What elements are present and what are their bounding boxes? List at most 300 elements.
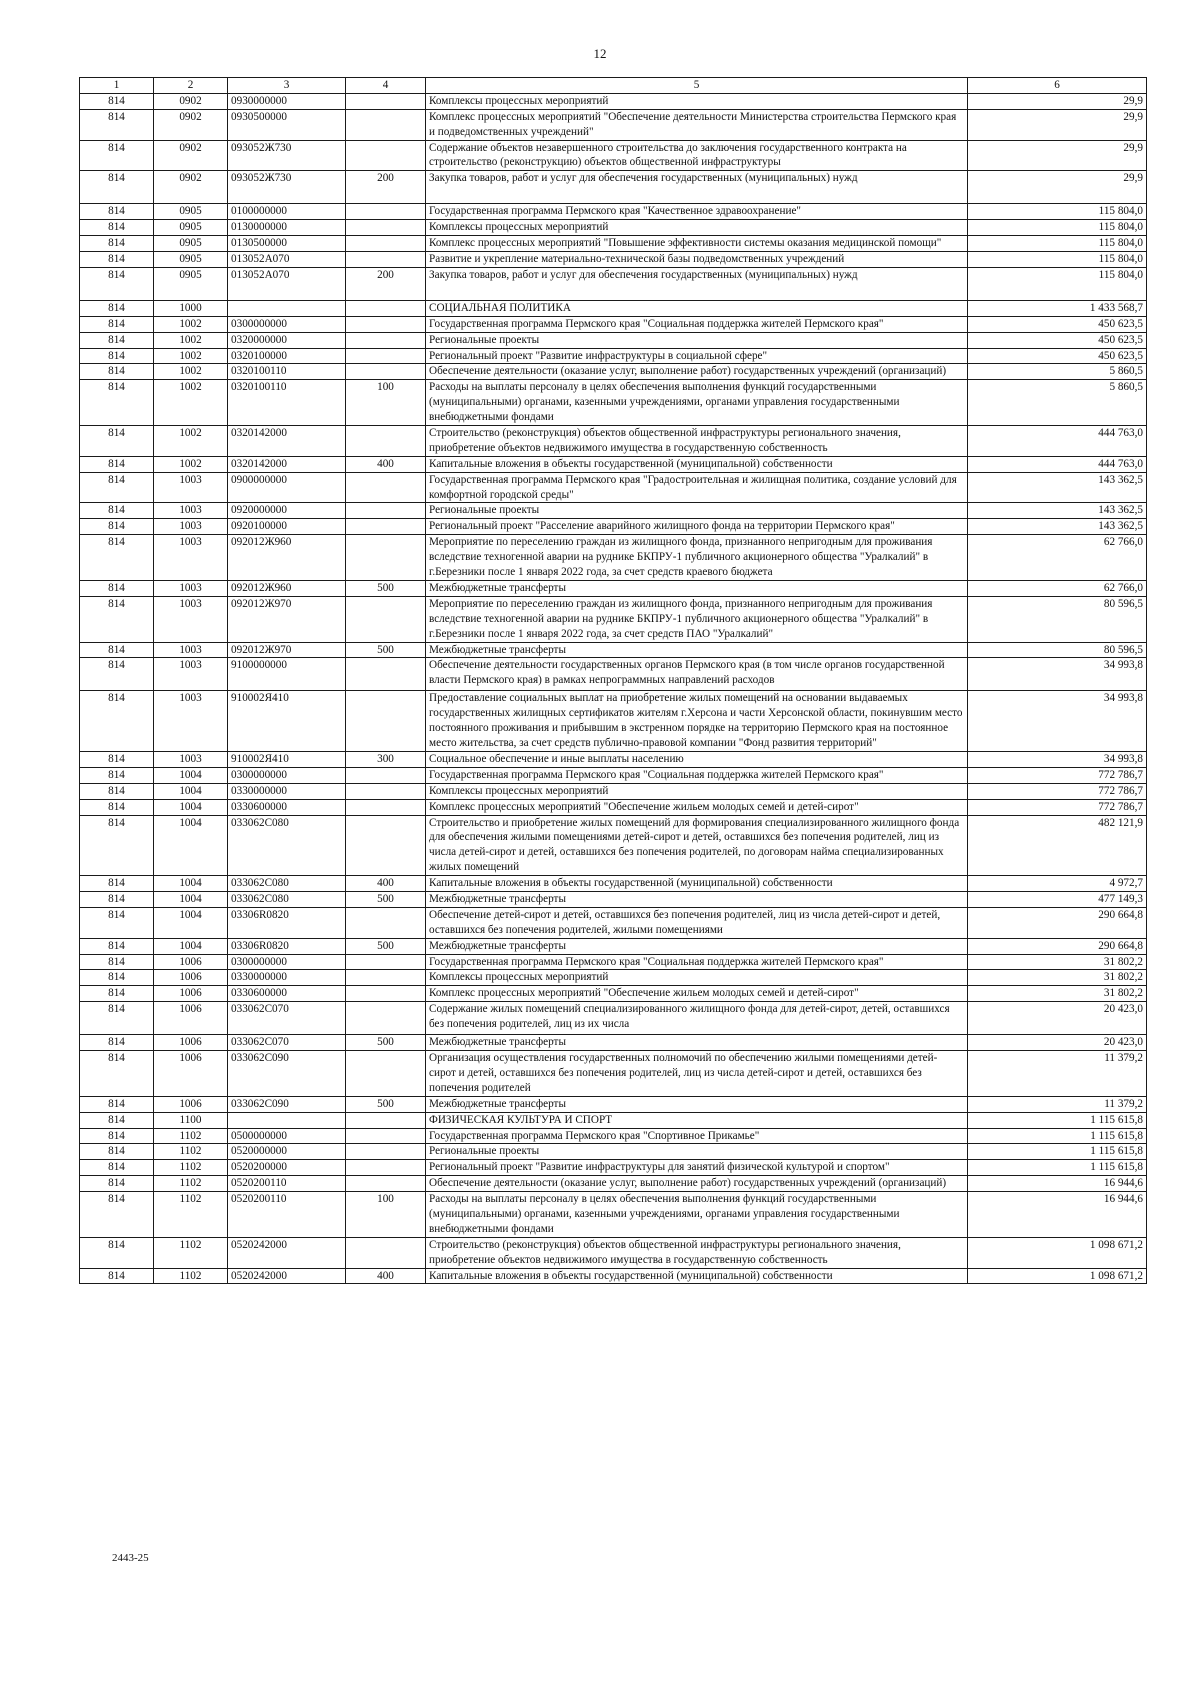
budget-table — [79, 77, 1147, 1284]
section-code-cell: 1002 — [154, 348, 228, 364]
description-cell: Расходы на выплаты персоналу в целях обеспечения выполнения функций государственными (муниципальными) органами, казенными учреждениями, органами управления государственными внебюджетными фондами — [426, 380, 968, 426]
expense-type-cell: 400 — [346, 1268, 426, 1284]
section-code-cell: 1102 — [154, 1268, 228, 1284]
page-number: 12 — [593, 46, 607, 61]
amount-cell: 5 860,5 — [968, 364, 1147, 380]
target-article-cell: 0520242000 — [228, 1268, 346, 1284]
table-row — [80, 300, 1147, 316]
target-article-cell: 033062С080 — [228, 876, 346, 892]
expense-type-cell: 300 — [346, 751, 426, 767]
description-cell: Комплекс процессных мероприятий "Обеспечение деятельности Министерства строительства Пермского края и подведомственных учреждений" — [426, 109, 968, 140]
column-header: 2 — [154, 78, 228, 94]
expense-type-cell — [346, 799, 426, 815]
admin-code-cell: 814 — [80, 1160, 154, 1176]
description-cell: Региональный проект "Развитие инфраструктуры в социальной сфере" — [426, 348, 968, 364]
target-article-cell: 0130500000 — [228, 236, 346, 252]
table-row — [80, 658, 1147, 691]
description-cell: Строительство (реконструкция) объектов общественной инфраструктуры регионального значения, приобретение объектов недвижимого имущества в государственную собственность — [426, 1237, 968, 1268]
amount-cell: 115 804,0 — [968, 220, 1147, 236]
admin-code-cell: 814 — [80, 535, 154, 581]
admin-code-cell: 814 — [80, 751, 154, 767]
description-cell: Капитальные вложения в объекты государственной (муниципальной) собственности — [426, 876, 968, 892]
expense-type-cell — [346, 767, 426, 783]
table-row — [80, 1268, 1147, 1284]
table-row — [80, 938, 1147, 954]
description-cell: Региональный проект "Расселение аварийного жилищного фонда на территории Пермского края" — [426, 519, 968, 535]
target-article-cell: 0320000000 — [228, 332, 346, 348]
amount-cell: 4 972,7 — [968, 876, 1147, 892]
section-code-cell: 1004 — [154, 938, 228, 954]
expense-type-cell — [346, 1002, 426, 1035]
description-cell: Государственная программа Пермского края "Социальная поддержка жителей Пермского края" — [426, 316, 968, 332]
section-code-cell: 0902 — [154, 171, 228, 204]
table-row — [80, 799, 1147, 815]
table-header — [80, 78, 1147, 94]
expense-type-cell — [346, 1237, 426, 1268]
amount-cell: 62 766,0 — [968, 580, 1147, 596]
section-code-cell: 1003 — [154, 472, 228, 503]
table-row — [80, 380, 1147, 426]
table-row — [80, 236, 1147, 252]
amount-cell: 5 860,5 — [968, 380, 1147, 426]
table-row — [80, 815, 1147, 876]
description-cell: Государственная программа Пермского края "Градостроительная и жилищная политика, создание условий для комфортной городской среды" — [426, 472, 968, 503]
section-code-cell: 0905 — [154, 236, 228, 252]
table-row — [80, 1096, 1147, 1112]
admin-code-cell: 814 — [80, 1176, 154, 1192]
admin-code-cell: 814 — [80, 348, 154, 364]
expense-type-cell — [346, 1051, 426, 1097]
description-cell: Комплексы процессных мероприятий — [426, 220, 968, 236]
description-cell: Региональные проекты — [426, 503, 968, 519]
section-code-cell: 1102 — [154, 1237, 228, 1268]
admin-code-cell: 814 — [80, 1144, 154, 1160]
target-article-cell: 0520000000 — [228, 1144, 346, 1160]
amount-cell: 34 993,8 — [968, 751, 1147, 767]
admin-code-cell: 814 — [80, 986, 154, 1002]
table-row — [80, 171, 1147, 204]
section-code-cell: 1004 — [154, 815, 228, 876]
target-article-cell: 092012Ж970 — [228, 596, 346, 642]
target-article-cell: 0920000000 — [228, 503, 346, 519]
expense-type-cell — [346, 954, 426, 970]
admin-code-cell: 814 — [80, 220, 154, 236]
expense-type-cell — [346, 815, 426, 876]
amount-cell: 115 804,0 — [968, 204, 1147, 220]
amount-cell: 1 115 615,8 — [968, 1144, 1147, 1160]
table-row — [80, 1051, 1147, 1097]
target-article-cell: 03306R0820 — [228, 938, 346, 954]
section-code-cell: 1004 — [154, 907, 228, 938]
amount-cell: 115 804,0 — [968, 236, 1147, 252]
admin-code-cell: 814 — [80, 907, 154, 938]
amount-cell: 290 664,8 — [968, 938, 1147, 954]
description-cell: Государственная программа Пермского края "Спортивное Прикамье" — [426, 1128, 968, 1144]
amount-cell: 444 763,0 — [968, 426, 1147, 457]
table-row — [80, 93, 1147, 109]
column-header: 6 — [968, 78, 1147, 94]
amount-cell: 450 623,5 — [968, 316, 1147, 332]
admin-code-cell: 814 — [80, 380, 154, 426]
admin-code-cell: 814 — [80, 891, 154, 907]
amount-cell: 80 596,5 — [968, 642, 1147, 658]
description-cell: Региональный проект "Развитие инфраструктуры для занятий физической культурой и спортом" — [426, 1160, 968, 1176]
admin-code-cell: 814 — [80, 815, 154, 876]
amount-cell: 11 379,2 — [968, 1051, 1147, 1097]
expense-type-cell: 200 — [346, 171, 426, 204]
target-article-cell: 033062С080 — [228, 815, 346, 876]
admin-code-cell: 814 — [80, 1112, 154, 1128]
section-code-cell: 1006 — [154, 954, 228, 970]
description-cell: Капитальные вложения в объекты государственной (муниципальной) собственности — [426, 1268, 968, 1284]
section-code-cell: 1006 — [154, 1002, 228, 1035]
section-code-cell: 1003 — [154, 519, 228, 535]
admin-code-cell: 814 — [80, 236, 154, 252]
target-article-cell: 0520200000 — [228, 1160, 346, 1176]
amount-cell: 772 786,7 — [968, 767, 1147, 783]
section-code-cell: 1006 — [154, 986, 228, 1002]
admin-code-cell: 814 — [80, 252, 154, 268]
expense-type-cell — [346, 426, 426, 457]
amount-cell: 444 763,0 — [968, 456, 1147, 472]
amount-cell: 29,9 — [968, 93, 1147, 109]
admin-code-cell: 814 — [80, 332, 154, 348]
amount-cell: 62 766,0 — [968, 535, 1147, 581]
expense-type-cell — [346, 1160, 426, 1176]
description-cell: Государственная программа Пермского края "Социальная поддержка жителей Пермского края" — [426, 954, 968, 970]
section-code-cell: 1006 — [154, 970, 228, 986]
expense-type-cell — [346, 1112, 426, 1128]
target-article-cell: 03306R0820 — [228, 907, 346, 938]
description-cell: Закупка товаров, работ и услуг для обеспечения государственных (муниципальных) нужд — [426, 171, 968, 204]
table-row — [80, 456, 1147, 472]
expense-type-cell — [346, 220, 426, 236]
table-row — [80, 220, 1147, 236]
expense-type-cell — [346, 332, 426, 348]
amount-cell: 1 098 671,2 — [968, 1237, 1147, 1268]
admin-code-cell: 814 — [80, 970, 154, 986]
amount-cell: 1 433 568,7 — [968, 300, 1147, 316]
section-code-cell: 1100 — [154, 1112, 228, 1128]
description-cell: Комплексы процессных мероприятий — [426, 93, 968, 109]
section-code-cell: 1003 — [154, 503, 228, 519]
expense-type-cell — [346, 316, 426, 332]
section-code-cell: 0905 — [154, 220, 228, 236]
section-code-cell: 1002 — [154, 316, 228, 332]
description-cell: Обеспечение детей-сирот и детей, оставшихся без попечения родителей, лиц из числа детей-сирот и детей, оставшихся без попечения родителей, жилыми помещениями — [426, 907, 968, 938]
section-code-cell: 1006 — [154, 1051, 228, 1097]
column-header: 3 — [228, 78, 346, 94]
table-row — [80, 267, 1147, 300]
description-cell: Межбюджетные трансферты — [426, 891, 968, 907]
table-row — [80, 1237, 1147, 1268]
admin-code-cell: 814 — [80, 1096, 154, 1112]
amount-cell: 29,9 — [968, 109, 1147, 140]
amount-cell: 115 804,0 — [968, 267, 1147, 300]
expense-type-cell: 500 — [346, 1035, 426, 1051]
expense-type-cell: 500 — [346, 938, 426, 954]
target-article-cell: 0320100110 — [228, 364, 346, 380]
section-code-cell: 1102 — [154, 1192, 228, 1238]
description-cell: Организация осуществления государственных полномочий по обеспечению жилыми помещениями детей-сирот и детей, оставшихся без попечения родителей, лиц из числа детей-сирот и детей, оставшихся без попечения родителей — [426, 1051, 968, 1097]
description-cell: Комплекс процессных мероприятий "Обеспечение жильем молодых семей и детей-сирот" — [426, 986, 968, 1002]
document-code: 2443-25 — [112, 1552, 149, 1564]
target-article-cell: 910002Я410 — [228, 691, 346, 752]
expense-type-cell — [346, 236, 426, 252]
admin-code-cell: 814 — [80, 642, 154, 658]
table-row — [80, 1002, 1147, 1035]
target-article-cell: 0130000000 — [228, 220, 346, 236]
amount-cell: 290 664,8 — [968, 907, 1147, 938]
section-code-cell: 1003 — [154, 658, 228, 691]
admin-code-cell: 814 — [80, 799, 154, 815]
amount-cell: 477 149,3 — [968, 891, 1147, 907]
target-article-cell: 0330000000 — [228, 783, 346, 799]
admin-code-cell: 814 — [80, 1035, 154, 1051]
table-row — [80, 954, 1147, 970]
target-article-cell: 0520242000 — [228, 1237, 346, 1268]
section-code-cell: 1002 — [154, 456, 228, 472]
target-article-cell: 0320100110 — [228, 380, 346, 426]
amount-cell: 482 121,9 — [968, 815, 1147, 876]
expense-type-cell — [346, 783, 426, 799]
expense-type-cell — [346, 109, 426, 140]
target-article-cell — [228, 300, 346, 316]
admin-code-cell: 814 — [80, 596, 154, 642]
target-article-cell: 0520200110 — [228, 1176, 346, 1192]
amount-cell: 143 362,5 — [968, 472, 1147, 503]
section-code-cell: 1003 — [154, 691, 228, 752]
admin-code-cell: 814 — [80, 140, 154, 171]
section-code-cell: 1002 — [154, 364, 228, 380]
admin-code-cell: 814 — [80, 691, 154, 752]
column-header: 1 — [80, 78, 154, 94]
target-article-cell: 0330600000 — [228, 986, 346, 1002]
target-article-cell: 0900000000 — [228, 472, 346, 503]
section-code-cell: 1002 — [154, 332, 228, 348]
expense-type-cell — [346, 348, 426, 364]
amount-cell: 31 802,2 — [968, 986, 1147, 1002]
admin-code-cell: 814 — [80, 300, 154, 316]
admin-code-cell: 814 — [80, 364, 154, 380]
expense-type-cell — [346, 970, 426, 986]
amount-cell: 772 786,7 — [968, 783, 1147, 799]
description-cell: Региональные проекты — [426, 1144, 968, 1160]
table-row — [80, 348, 1147, 364]
table-row — [80, 332, 1147, 348]
description-cell: Строительство (реконструкция) объектов общественной инфраструктуры регионального значения, приобретение объектов недвижимого имущества в государственную собственность — [426, 426, 968, 457]
expense-type-cell — [346, 1128, 426, 1144]
section-code-cell: 1102 — [154, 1176, 228, 1192]
amount-cell: 1 115 615,8 — [968, 1128, 1147, 1144]
target-article-cell: 0930000000 — [228, 93, 346, 109]
admin-code-cell: 814 — [80, 503, 154, 519]
table-body — [80, 93, 1147, 1284]
section-code-cell: 1002 — [154, 380, 228, 426]
amount-cell: 772 786,7 — [968, 799, 1147, 815]
table-row — [80, 426, 1147, 457]
table-row — [80, 691, 1147, 752]
admin-code-cell: 814 — [80, 93, 154, 109]
description-cell: Обеспечение деятельности (оказание услуг, выполнение работ) государственных учреждений (организаций) — [426, 364, 968, 380]
description-cell: Закупка товаров, работ и услуг для обеспечения государственных (муниципальных) нужд — [426, 267, 968, 300]
section-code-cell: 1004 — [154, 767, 228, 783]
expense-type-cell: 400 — [346, 456, 426, 472]
target-article-cell: 092012Ж970 — [228, 642, 346, 658]
section-code-cell: 1006 — [154, 1096, 228, 1112]
amount-cell: 450 623,5 — [968, 332, 1147, 348]
target-article-cell: 092012Ж960 — [228, 535, 346, 581]
expense-type-cell — [346, 907, 426, 938]
amount-cell: 20 423,0 — [968, 1035, 1147, 1051]
table-row — [80, 1176, 1147, 1192]
target-article-cell: 033062С080 — [228, 891, 346, 907]
admin-code-cell: 814 — [80, 954, 154, 970]
expense-type-cell — [346, 691, 426, 752]
amount-cell: 143 362,5 — [968, 519, 1147, 535]
admin-code-cell: 814 — [80, 938, 154, 954]
section-code-cell: 0905 — [154, 204, 228, 220]
description-cell: Обеспечение деятельности государственных органов Пермского края (в том числе органов государственной власти Пермского края) в рамках непрограммных направлений расходов — [426, 658, 968, 691]
column-header: 4 — [346, 78, 426, 94]
target-article-cell: 093052Ж730 — [228, 140, 346, 171]
admin-code-cell: 814 — [80, 1237, 154, 1268]
amount-cell: 1 098 671,2 — [968, 1268, 1147, 1284]
table-row — [80, 519, 1147, 535]
target-article-cell: 910002Я410 — [228, 751, 346, 767]
target-article-cell: 9100000000 — [228, 658, 346, 691]
description-cell: СОЦИАЛЬНАЯ ПОЛИТИКА — [426, 300, 968, 316]
description-cell: Капитальные вложения в объекты государственной (муниципальной) собственности — [426, 456, 968, 472]
amount-cell: 11 379,2 — [968, 1096, 1147, 1112]
expense-type-cell — [346, 472, 426, 503]
expense-type-cell — [346, 364, 426, 380]
section-code-cell: 1006 — [154, 1035, 228, 1051]
target-article-cell: 013052А070 — [228, 267, 346, 300]
description-cell: Обеспечение деятельности (оказание услуг, выполнение работ) государственных учреждений (организаций) — [426, 1176, 968, 1192]
section-code-cell: 1003 — [154, 580, 228, 596]
section-code-cell: 1004 — [154, 876, 228, 892]
table-row — [80, 986, 1147, 1002]
admin-code-cell: 814 — [80, 1051, 154, 1097]
description-cell: Комплексы процессных мероприятий — [426, 970, 968, 986]
expense-type-cell: 200 — [346, 267, 426, 300]
table-row — [80, 907, 1147, 938]
expense-type-cell — [346, 596, 426, 642]
target-article-cell: 033062С090 — [228, 1051, 346, 1097]
table-row — [80, 970, 1147, 986]
expense-type-cell — [346, 658, 426, 691]
section-code-cell: 1000 — [154, 300, 228, 316]
expense-type-cell: 500 — [346, 1096, 426, 1112]
target-article-cell: 0330000000 — [228, 970, 346, 986]
target-article-cell: 033062С070 — [228, 1035, 346, 1051]
target-article-cell: 0520200110 — [228, 1192, 346, 1238]
amount-cell: 20 423,0 — [968, 1002, 1147, 1035]
description-cell: Межбюджетные трансферты — [426, 642, 968, 658]
table-row — [80, 1192, 1147, 1238]
description-cell: Межбюджетные трансферты — [426, 1035, 968, 1051]
amount-cell: 115 804,0 — [968, 252, 1147, 268]
target-article-cell: 0300000000 — [228, 316, 346, 332]
description-cell: Межбюджетные трансферты — [426, 580, 968, 596]
target-article-cell: 093052Ж730 — [228, 171, 346, 204]
description-cell: Мероприятие по переселению граждан из жилищного фонда, признанного непригодным для проживания вследствие техногенной аварии на руднике БКПРУ-1 публичного акционерного общества "Уралкалий" в г.Березники после 1 января 2022 года, за счет средств краевого бюджета — [426, 535, 968, 581]
section-code-cell: 0902 — [154, 93, 228, 109]
amount-cell: 34 993,8 — [968, 691, 1147, 752]
section-code-cell: 1003 — [154, 596, 228, 642]
expense-type-cell — [346, 204, 426, 220]
admin-code-cell: 814 — [80, 426, 154, 457]
section-code-cell: 0902 — [154, 109, 228, 140]
table-row — [80, 1128, 1147, 1144]
amount-cell: 16 944,6 — [968, 1192, 1147, 1238]
admin-code-cell: 814 — [80, 519, 154, 535]
expense-type-cell — [346, 252, 426, 268]
table-row — [80, 1144, 1147, 1160]
column-number-row — [80, 78, 1147, 94]
expense-type-cell — [346, 519, 426, 535]
table-row — [80, 140, 1147, 171]
amount-cell: 1 115 615,8 — [968, 1112, 1147, 1128]
table-row — [80, 1112, 1147, 1128]
description-cell: Государственная программа Пермского края "Социальная поддержка жителей Пермского края" — [426, 767, 968, 783]
expense-type-cell — [346, 986, 426, 1002]
amount-cell: 29,9 — [968, 140, 1147, 171]
admin-code-cell: 814 — [80, 267, 154, 300]
table-row — [80, 876, 1147, 892]
description-cell: Комплекс процессных мероприятий "Повышение эффективности системы оказания медицинской помощи" — [426, 236, 968, 252]
table-row — [80, 535, 1147, 581]
target-article-cell: 0930500000 — [228, 109, 346, 140]
expense-type-cell — [346, 140, 426, 171]
table-row — [80, 580, 1147, 596]
table-row — [80, 767, 1147, 783]
description-cell: Развитие и укрепление материально-технической базы подведомственных учреждений — [426, 252, 968, 268]
section-code-cell: 1003 — [154, 642, 228, 658]
table-row — [80, 252, 1147, 268]
table-row — [80, 109, 1147, 140]
table-row — [80, 891, 1147, 907]
amount-cell: 143 362,5 — [968, 503, 1147, 519]
target-article-cell: 0920100000 — [228, 519, 346, 535]
target-article-cell — [228, 1112, 346, 1128]
target-article-cell: 033062С090 — [228, 1096, 346, 1112]
admin-code-cell: 814 — [80, 316, 154, 332]
amount-cell: 34 993,8 — [968, 658, 1147, 691]
amount-cell: 16 944,6 — [968, 1176, 1147, 1192]
section-code-cell: 1102 — [154, 1144, 228, 1160]
description-cell: Региональные проекты — [426, 332, 968, 348]
description-cell: Межбюджетные трансферты — [426, 1096, 968, 1112]
target-article-cell: 092012Ж960 — [228, 580, 346, 596]
target-article-cell: 0500000000 — [228, 1128, 346, 1144]
description-cell: Комплексы процессных мероприятий — [426, 783, 968, 799]
table-row — [80, 1160, 1147, 1176]
target-article-cell: 013052А070 — [228, 252, 346, 268]
expense-type-cell: 100 — [346, 380, 426, 426]
table-row — [80, 204, 1147, 220]
admin-code-cell: 814 — [80, 171, 154, 204]
expense-type-cell — [346, 300, 426, 316]
admin-code-cell: 814 — [80, 472, 154, 503]
admin-code-cell: 814 — [80, 1128, 154, 1144]
target-article-cell: 0300000000 — [228, 954, 346, 970]
description-cell: Социальное обеспечение и иные выплаты населению — [426, 751, 968, 767]
table-row — [80, 596, 1147, 642]
description-cell: Государственная программа Пермского края "Качественное здравоохранение" — [426, 204, 968, 220]
section-code-cell: 1002 — [154, 426, 228, 457]
